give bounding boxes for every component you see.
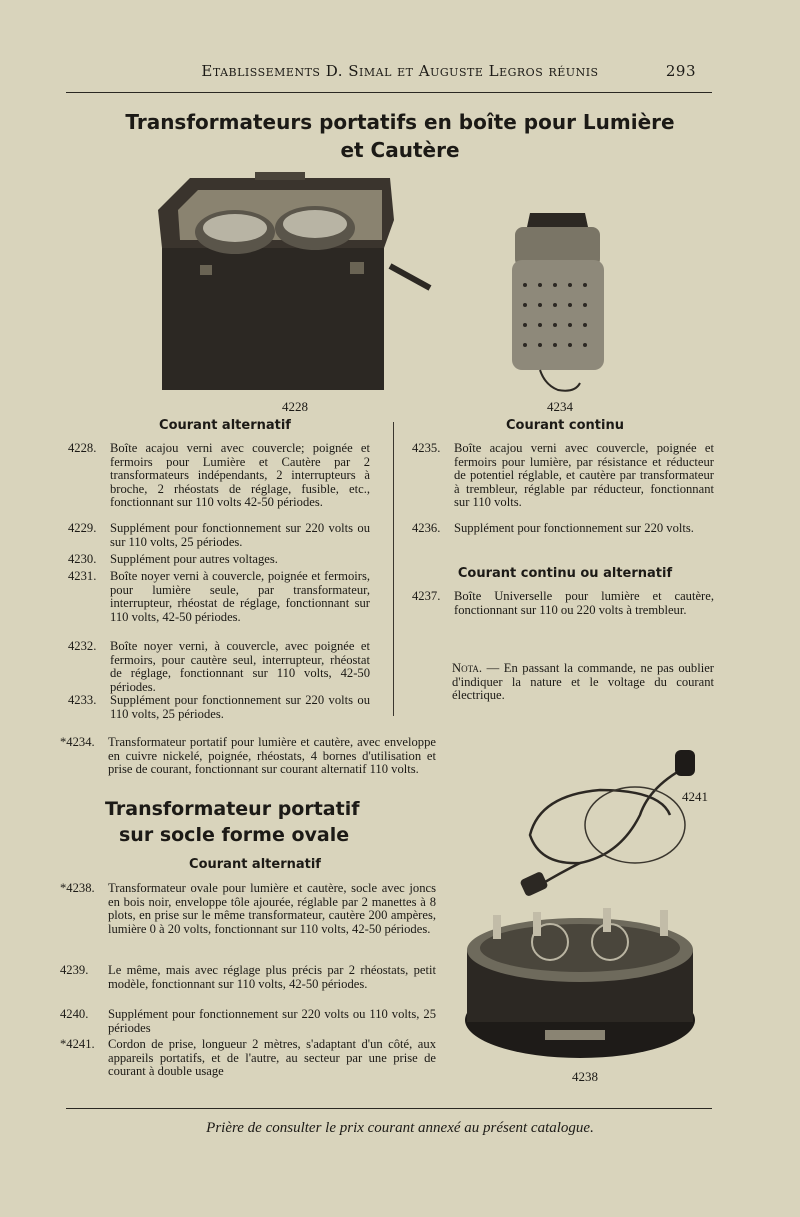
item-number: 4228. bbox=[68, 441, 97, 455]
running-header bbox=[0, 62, 800, 80]
list-item bbox=[412, 590, 714, 634]
list-item bbox=[412, 442, 714, 518]
item-number: 4230. bbox=[68, 552, 97, 566]
list-item bbox=[68, 694, 370, 724]
list-item bbox=[60, 1038, 436, 1098]
nota-note bbox=[452, 662, 714, 703]
running-title: Etablissements D. Simal et Auguste Legros réunis bbox=[201, 62, 599, 80]
figure-4241-image bbox=[500, 745, 710, 905]
page-number: 293 bbox=[665, 62, 696, 80]
right-heading-continu: Courant continu bbox=[506, 418, 624, 433]
list-item bbox=[412, 522, 714, 552]
item-number: 4235. bbox=[412, 441, 441, 455]
list-item bbox=[60, 736, 436, 788]
left-heading-alternatif: Courant alternatif bbox=[159, 418, 291, 433]
nota-text: — En passant la commande, ne pas oublier d'indiquer la nature et le voltage du courant électrique. bbox=[452, 661, 714, 703]
list-item bbox=[60, 964, 436, 1008]
list-item bbox=[68, 553, 370, 569]
item-text: Cordon de prise, longueur 2 mètres, s'adaptant d'un côté, aux appareils portatifs, et de l'autre, au secteur par une prise de courant à double usage bbox=[108, 1037, 436, 1079]
item-text: Boîte noyer verni, à couvercle, avec poignée et fermoirs, pour cautère seul, interrupteur, rhéostat de réglage, fonctionnant sur 110 volts, 42-50 périodes. bbox=[110, 639, 370, 694]
right-heading-continu-alternatif: Courant continu ou alternatif bbox=[457, 566, 673, 581]
section2-title-line1: Transformateur portatif bbox=[105, 798, 360, 820]
item-text: Transformateur portatif pour lumière et cautère, avec enveloppe en cuivre nickelé, poignée, rhéostats, 4 bornes d'utilisation et prise de courant, fonctionnant sur courant alternatif 110 volts. bbox=[108, 735, 436, 777]
item-text: Boîte noyer verni à couvercle, poignée et fermoirs, pour lumière seule, par transformateur, interrupteur, rhéostat de réglage, fonctionnant sur 110 volts, 42-50 périodes. bbox=[110, 569, 370, 624]
item-number: *4241. bbox=[60, 1037, 95, 1051]
item-text: Supplément pour fonctionnement sur 220 volts ou 110 volts, 25 périodes bbox=[108, 1007, 436, 1035]
figure-4238-image bbox=[455, 900, 705, 1065]
item-number: 4240. bbox=[60, 1007, 89, 1021]
list-item bbox=[68, 570, 370, 632]
item-number: 4232. bbox=[68, 639, 97, 653]
figure-4238-number: 4238 bbox=[572, 1069, 598, 1084]
item-text: Boîte Universelle pour lumière et cautère, fonctionnant sur 110 ou 220 volts à trembleur. bbox=[454, 589, 714, 617]
figure-4234-image bbox=[500, 205, 615, 395]
item-text: Boîte acajou verni avec couvercle; poignée et fermoirs pour Lumière et Cautère par 2 transformateurs indépendants, 2 interrupteurs à broche, 2 rhéostats de réglage, fusible, etc., fonctionnant sur 110 volts 42-50 périodes. bbox=[110, 441, 370, 510]
item-text: Supplément pour autres voltages. bbox=[110, 552, 278, 566]
list-item bbox=[68, 639, 370, 694]
section2-title bbox=[105, 796, 405, 848]
section2-title-line2: sur socle forme ovale bbox=[119, 824, 350, 846]
item-number: 4231. bbox=[68, 569, 97, 583]
section2-heading-alternatif: Courant alternatif bbox=[189, 857, 321, 872]
list-item bbox=[60, 882, 436, 962]
item-number: 4236. bbox=[412, 521, 441, 535]
item-text: Supplément pour fonctionnement sur 220 volts ou sur 110 volts, 25 périodes. bbox=[110, 521, 370, 549]
item-text: Boîte acajou verni avec couvercle, poignée et fermoirs pour lumière, par résistance et réducteur de potentiel réglable, et cautère par transformateur à trembleur, réglable par réducteur, fonctionnant sur 110 volts. bbox=[454, 441, 714, 510]
item-number: 4233. bbox=[68, 693, 97, 707]
section1-title-line1: Transformateurs portatifs en boîte pour Lumière bbox=[125, 110, 675, 134]
column-divider bbox=[393, 422, 394, 716]
item-number: 4229. bbox=[68, 521, 97, 535]
list-item bbox=[68, 522, 370, 552]
item-text: Transformateur ovale pour lumière et cautère, socle avec joncs en bois noir, enveloppe tôle ajourée, réglable par 2 manettes à 8 plots, en prise sur le même transformateur, cautère 200 ampères, lumière 0 à 20 volts, fonctionnant sur 110 volts, 42-50 périodes. bbox=[108, 881, 436, 936]
item-text: Supplément pour fonctionnement sur 220 volts. bbox=[454, 521, 694, 535]
item-number: *4238. bbox=[60, 881, 95, 895]
figure-4228-number: 4228 bbox=[282, 399, 308, 414]
item-text: Le même, mais avec réglage plus précis par 2 rhéostats, petit modèle, fonctionnant sur 110 volts, 42-50 périodes. bbox=[108, 963, 436, 991]
figure-4234-number: 4234 bbox=[547, 399, 573, 414]
figure-4228-image bbox=[150, 170, 440, 395]
figure-4241-number: 4241 bbox=[682, 789, 708, 804]
section1-title-line2: et Cautère bbox=[340, 138, 460, 162]
list-item bbox=[68, 442, 370, 514]
item-number: 4237. bbox=[412, 589, 441, 603]
section1-title bbox=[60, 108, 740, 164]
footer-rule bbox=[66, 1108, 712, 1109]
nota-label: Nota. bbox=[452, 661, 483, 675]
item-text: Supplément pour fonctionnement sur 220 volts ou 110 volts, 25 périodes. bbox=[110, 693, 370, 721]
item-number: *4234. bbox=[60, 735, 95, 749]
footer-note: Prière de consulter le prix courant annexé au présent catalogue. bbox=[206, 1120, 594, 1136]
header-rule bbox=[66, 92, 712, 93]
list-item bbox=[60, 1008, 436, 1038]
item-number: 4239. bbox=[60, 963, 89, 977]
